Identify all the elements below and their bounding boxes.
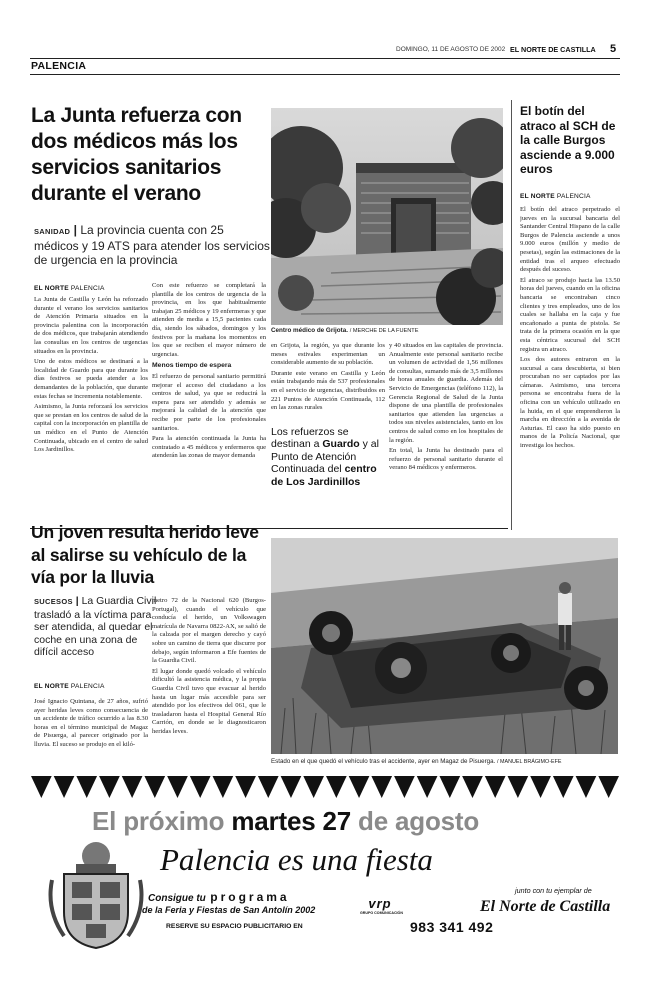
ad-junto: junto con tu ejemplar de (515, 886, 592, 895)
bunting-flag (99, 776, 120, 798)
story1-pullquote: Los refuerzos se destinan a Guardo y al Punto de Atención Continuada del centro de Los Jardinillos (271, 426, 379, 488)
bunting-flag (553, 776, 574, 798)
bunting-flag (122, 776, 143, 798)
story1-subhead: SANIDAD | La provincia cuenta con 25 médicos y 19 ATS para atender los servicios de urgencia en la provincia (34, 223, 270, 267)
ad-consigue: Consigue tu programa (148, 890, 290, 904)
story1-col4: y 40 situados en las capitales de provincia. Anualmente este personal sanitario recibe un volumen de actividad de 1,56 millones de consultas, sumando más de 3,5 millones de horas anuales de guardia. Además del Servicio de Emergencias (teléfono 112), la Gerencia Regional de Salud de la Junta dispone de una plantilla de profesionales sanitarios que atienden las urgencias a todos sus niveles asistenciales, tanto en los centros de salud como en los hospitales de la región. En total, la Junta ha destinado para el refuerzo de personal sanitario durante el verano 84 médicos y enfermeros. (389, 342, 503, 472)
story2-byline: EL NORTE PALENCIA (520, 193, 591, 200)
story1-subhead-text: La provincia cuenta con 25 médicos y 19 ATS para atender los servicios de urgencia en la provincia (34, 223, 270, 267)
health-center-photo-image (271, 108, 503, 325)
bunting-flag (144, 776, 165, 798)
bunting-flag (530, 776, 551, 798)
section-rule (30, 74, 620, 75)
bunting-flag (394, 776, 415, 798)
header-date: DOMINGO, 11 DE AGOSTO DE 2002 (396, 46, 506, 53)
bunting-flag (485, 776, 506, 798)
page-header (30, 43, 620, 57)
bunting-flag (508, 776, 529, 798)
story1-tag: SANIDAD (34, 227, 71, 236)
photo1-caption: Centro médico de Grijota. / MERCHE DE LA FUENTE (271, 327, 419, 334)
bunting-flag (190, 776, 211, 798)
story1-col1: La Junta de Castilla y León ha reforzado durante el verano los servicios sanitarios de Atención Primaria situados en la provincia palentina con la incorporación de dos médicos, que trabajarán atendiendo las consultas en los centros de urgencias situados en la provincia. Uno de estos médicos se destinará a la localidad de Guardo para que durante los días festivos se pueda atender a los demandantes de la población, que durante estas fechas se incrementa notablemente. Asimismo, la Junta reforzará los servicios que se prestan en los centros de salud de la capital con la incorporación en plantilla de un médico en el Punto de Atención Continuada, ubicado en el centro de salud Los Jardinillos. (34, 296, 148, 454)
bunting-flag (281, 776, 302, 798)
story3-subhead-text: La Guardia Civil trasladó a la víctima para ser atendida, al quedar el coche en una zona de difícil acceso (34, 595, 157, 658)
bunting-flag (462, 776, 483, 798)
story1-headline: La Junta refuerza con dos médicos más los servicios sanitarios durante el verano (31, 104, 242, 205)
bunting-flag (326, 776, 347, 798)
bunting-flag (576, 776, 597, 798)
header-rule (30, 58, 620, 59)
story3-subhead: SUCESOS | La Guardia Civil trasladó a la víctima para ser atendida, al quedar el coche en una zona de difícil acceso (34, 595, 157, 658)
health-center-photo (271, 108, 503, 325)
story2-body: El botín del atraco perpetrado el jueves en la sucursal bancaria del Santander Central Hispano de la calle Burgos de Palencia asciende a unos 9.000 euros (millón y medio de pesetas), según las estimaciones de la entidad tras el arqueo efectuado después del suceso. El atraco se produjo hacia las 13.50 horas del jueves, cuando en la oficina bancaria se encontraban cinco clientes y tres empleados, uno de los cuales se hallaba en la caja y fue encañonado a punta de pistola. Se trata de la primera ocasión en la que esta céntrica sucursal del SCH registra un atraco. Los dos autores entraron en la sucursal a cara descubierta, si bien procuraban no ser captados por las cámaras. Asimismo, una tercera persona se encontraba fuera de la oficina con un vehículo utilizado en la huida, en el que emprendieron la marcha en dirección a la avenida de Asturias. El caso ha sido puesto en manos de la Policía Nacional, que investiga los hechos. (520, 206, 620, 450)
bunting-flag (31, 776, 52, 798)
page-number: 5 (610, 43, 617, 55)
photo2-caption: Estado en el que quedó el vehículo tras el accidente, ayer en Magaz de Pisuerga. / MANUEL BRÁGIMO-EFE (271, 758, 562, 765)
story1-col2: Con este refuerzo se completará la plantilla de los centros de urgencia de la provincia, en los que habitualmente trabajan 25 médicos y 19 enfermeras y que atienden de media a 15,5 pacientes cada día, siendo los sábados, domingos y los festivos por la mañana los momentos en los que se reciben el mayor número de urgencias. Menos tiempo de espera El refuerzo de personal sanitario permitirá mejorar el acceso del ciudadano a los centros de salud, ya que se reducirá la espera para ser atendido y además se mejorará la calidad de la atención que recibe por parte de los profesionales sanitarios. Para la atención continuada la Junta ha contratado a 45 médicos y enfermeros que atenderán las zonas de mayor demanda (152, 282, 266, 460)
ad-headline: El próximo martes 27 de agosto (92, 806, 480, 836)
story2-divider (511, 100, 512, 530)
ad-phone: 983 341 492 (410, 919, 494, 935)
bunting-flag (235, 776, 256, 798)
bunting-flag (349, 776, 370, 798)
bunting-flag (598, 776, 619, 798)
section-label: PALENCIA (31, 60, 87, 72)
story3-col2: metro 72 de la Nacional 620 (Burgos-Portugal), cuando el vehículo que conducía el herido, un Volkswagen matrícula de Navarra 0822-AX, se salió de la calzada por el margen derecho y cayó sobre un camino de tierra que discurre por debajo, según informaron a Efe fuentes de la Guardia Civil. El lugar donde quedó volcado el vehículo dificultó la asistencia médica, y la propia Guardia Civil tuvo que evacuar al herido hasta un lugar más accesible para ser atendido por los efectivos del 061, que le trasladaron hasta el Hospital General Río Carrión, en donde se le diagnosticaron heridas leves. (152, 597, 266, 735)
story3-tag: SUCESOS (34, 597, 73, 606)
story3-col1: José Ignacio Quintana, de 27 años, sufrió ayer heridas leves como consecuencia de un accidente de tráfico ocurrido a las 8.30 horas en el término municipal de Magaz de Pisuerga, al parecer originado por la lluvia. El suceso se produjo en el kiló- (34, 698, 148, 748)
ad-reserve: RESERVE SU ESPACIO PUBLICITARIO EN (166, 923, 303, 930)
bunting-flag (167, 776, 188, 798)
header-paper-name: EL NORTE DE CASTILLA (510, 45, 596, 54)
accident-photo-image (271, 538, 618, 754)
bunting-flag (76, 776, 97, 798)
bunting-flag (439, 776, 460, 798)
palencia-coat-of-arms-icon (46, 840, 146, 952)
bunting-flag (54, 776, 75, 798)
story3-byline: EL NORTE PALENCIA (34, 683, 105, 690)
story1-col3: en Grijota, la región, ya que durante los meses estivales experimentan un considerable aumento de su población. Durante este verano en Castilla y León están trabajando más de 537 profesionales en el servicio de urgencias, distribuidos en 221 Puntos de Atención Continuada, 112 en las zonas rurales (271, 342, 385, 412)
accident-photo (271, 538, 618, 754)
story3-headline: Un joven resulta herido leve al salirse su vehículo de la vía por la lluvia (31, 522, 259, 587)
ad-masthead: El Norte de Castilla (480, 898, 611, 915)
ad-banner (30, 774, 620, 954)
story2-headline: El botín del atraco al SCH de la calle Burgos asciende a 9.000 euros (520, 104, 616, 177)
bunting-decoration (30, 774, 620, 804)
bunting-flag (213, 776, 234, 798)
vrp-logo: vrp GRUPO COMUNICACIÓN (360, 896, 403, 915)
ad-feria: de la Feria y Fiestas de San Antolín 2002 (142, 905, 316, 915)
bunting-flag (417, 776, 438, 798)
story1-byline: EL NORTE PALENCIA (34, 285, 105, 292)
ad-slogan: Palencia es una fiesta (160, 842, 433, 877)
bunting-flag (303, 776, 324, 798)
bunting-flag (371, 776, 392, 798)
bunting-flag (258, 776, 279, 798)
